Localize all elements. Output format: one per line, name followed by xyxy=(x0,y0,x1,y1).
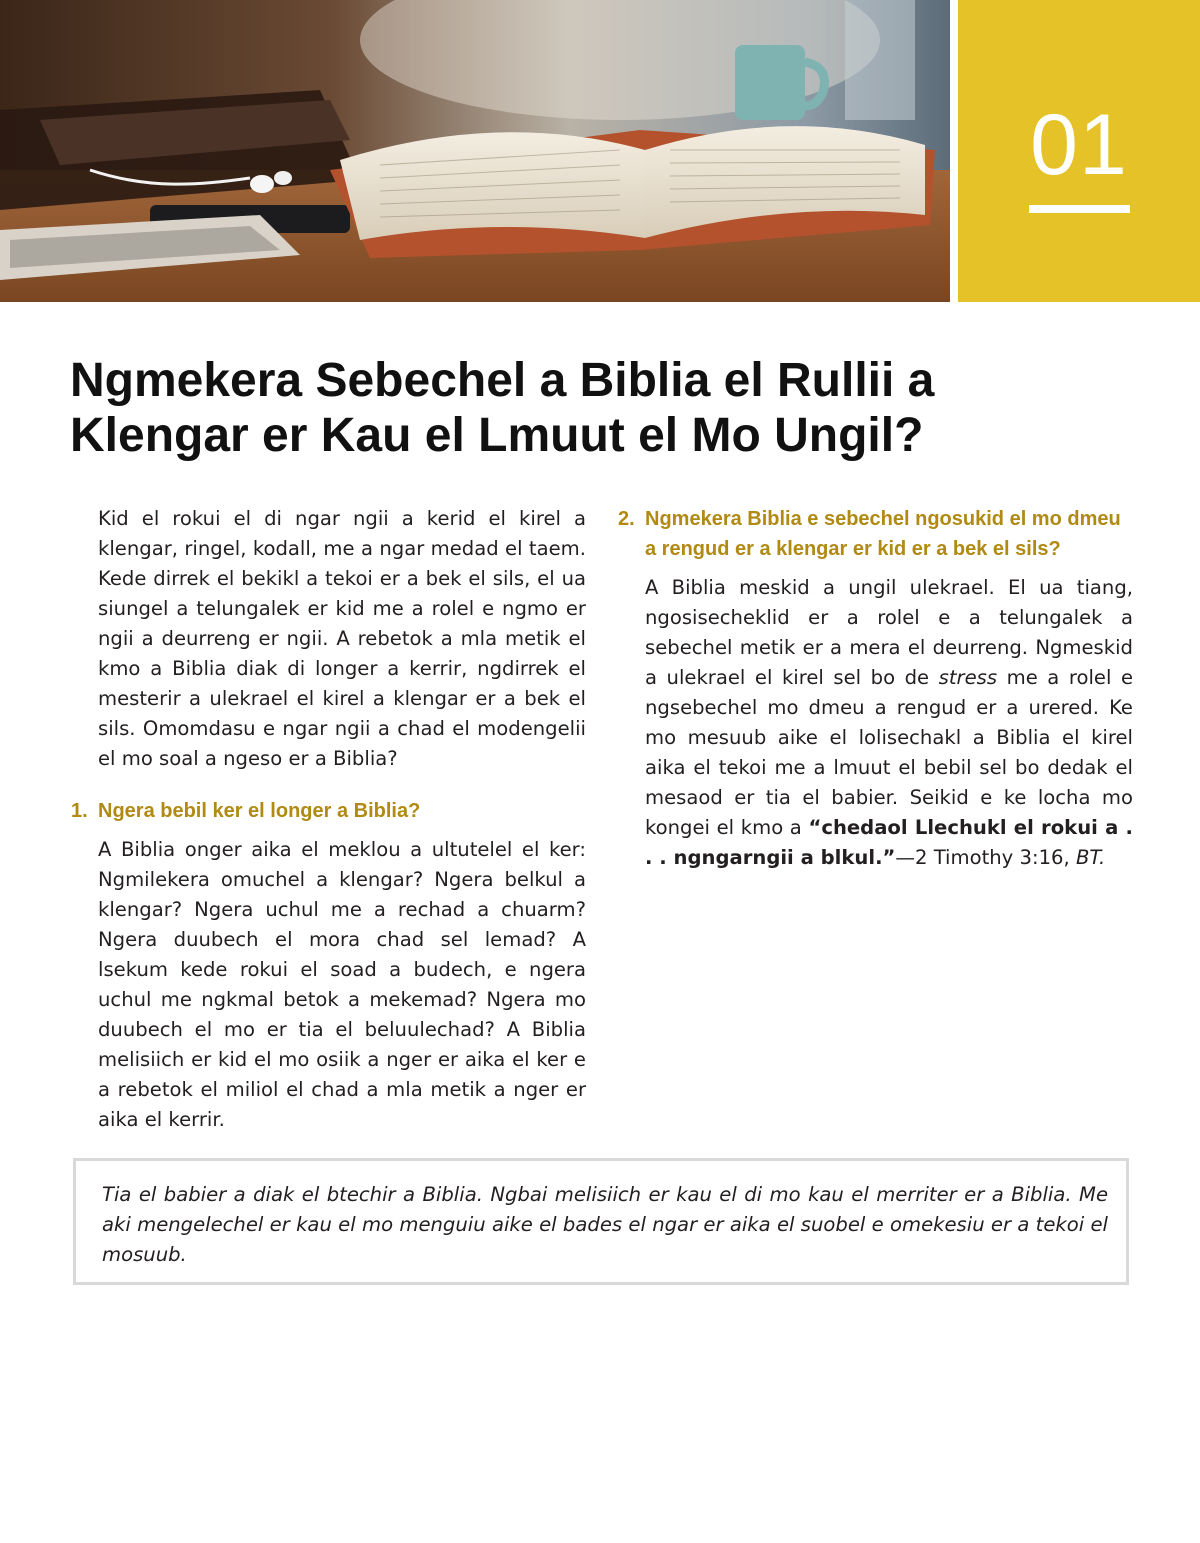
title-line-1: Ngmekera Sebechel a Biblia el Rullii a xyxy=(70,354,935,407)
header-photo xyxy=(0,0,950,302)
scripture-citation: —2 Timothy 3:16, xyxy=(895,846,1076,869)
question-2-number: 2. xyxy=(618,508,635,530)
title-line-2: Klengar er Kau el Lmuut el Mo Ungil? xyxy=(70,409,924,462)
right-column xyxy=(618,504,1133,873)
scripture-quote: “chedaol Llechukl el rokui a . . . ngngarngii a blkul.” xyxy=(645,816,1133,869)
question-1-heading xyxy=(71,796,586,826)
note-text: Tia el babier a diak el btechir a Biblia. Ngbai melisiich er kau el di mo kau el merriter er a Biblia. Me aki mengelechel er kau el mo menguiu aike el bades el ngar er aika el suobel e omekesiu er a tekoi el mosuub. xyxy=(102,1183,1108,1266)
scripture-version: BT. xyxy=(1075,846,1106,869)
chapter-badge xyxy=(958,0,1200,302)
open-bible-photo-icon xyxy=(0,0,950,302)
note-box xyxy=(73,1158,1129,1285)
question-1-text: Ngera bebil ker el longer a Biblia? xyxy=(98,800,421,822)
question-2-answer xyxy=(645,573,1133,873)
question-2-answer-part1: A Biblia meskid a ungil ulekrael. El ua tiang, ngosisecheklid er a rolel e a telungalek a sebechel metik er a mera el deurreng. Ngmeskid a ulekrael el kirel sel bo de xyxy=(645,576,1133,689)
left-column xyxy=(71,504,586,1135)
page-title xyxy=(70,353,1150,463)
intro-paragraph: Kid el rokui el di ngar ngii a kerid el kirel a klengar, ringel, kodall, me a ngar medad el taem. Kede dirrek el bekikl a tekoi er a bek el sils, el ua siungel a telungalek er kid me a rolel e ngmo er ngii a deurreng er ngii. A rebetok a mla metik el kmo a Biblia diak di longer a kerrir, ngdirrek el mesterir a ulekrael el kirel a klengar er a bek el sils. Omomdasu e ngar ngii a chad el modengelii el mo soal a ngeso er a Biblia? xyxy=(98,507,586,770)
question-1-number: 1. xyxy=(71,800,88,822)
chapter-underline xyxy=(1029,205,1130,213)
question-2-answer-emphasis: stress xyxy=(938,666,998,689)
question-2-heading xyxy=(618,504,1133,564)
question-2-answer-part2: me a rolel e ngsebechel mo dmeu a rengud er a urered. Ke mo mesuub aike el lolisechakl a Biblia el kirel aika el tekoi me a lmuut el bebil sel bo dedak el mesaod er tia el babier. Seikid e ke locha mo kongei el kmo a xyxy=(645,666,1133,839)
chapter-number: 01 xyxy=(1030,97,1128,193)
question-2-text: Ngmekera Biblia e sebechel ngosukid el mo dmeu a rengud er a klengar er kid er a bek el sils? xyxy=(645,508,1121,560)
question-1-answer: A Biblia onger aika el meklou a ultutelel el ker: Ngmilekera omuchel a klengar? Ngera belkul a klengar? Ngera uchul me a rechad a chuarm? Ngera duubech el mora chad sel lemad? A lsekum kede rokui el soad a budech, e ngera uchul me ngkmal betok a mekemad? Ngera mo duubech el mo er tia el beluulechad? A Biblia melisiich er kid el mo osiik a nger er aika el ker e a rebetok el miliol el chad a mla metik a nger er aika el kerrir. xyxy=(98,838,586,1131)
